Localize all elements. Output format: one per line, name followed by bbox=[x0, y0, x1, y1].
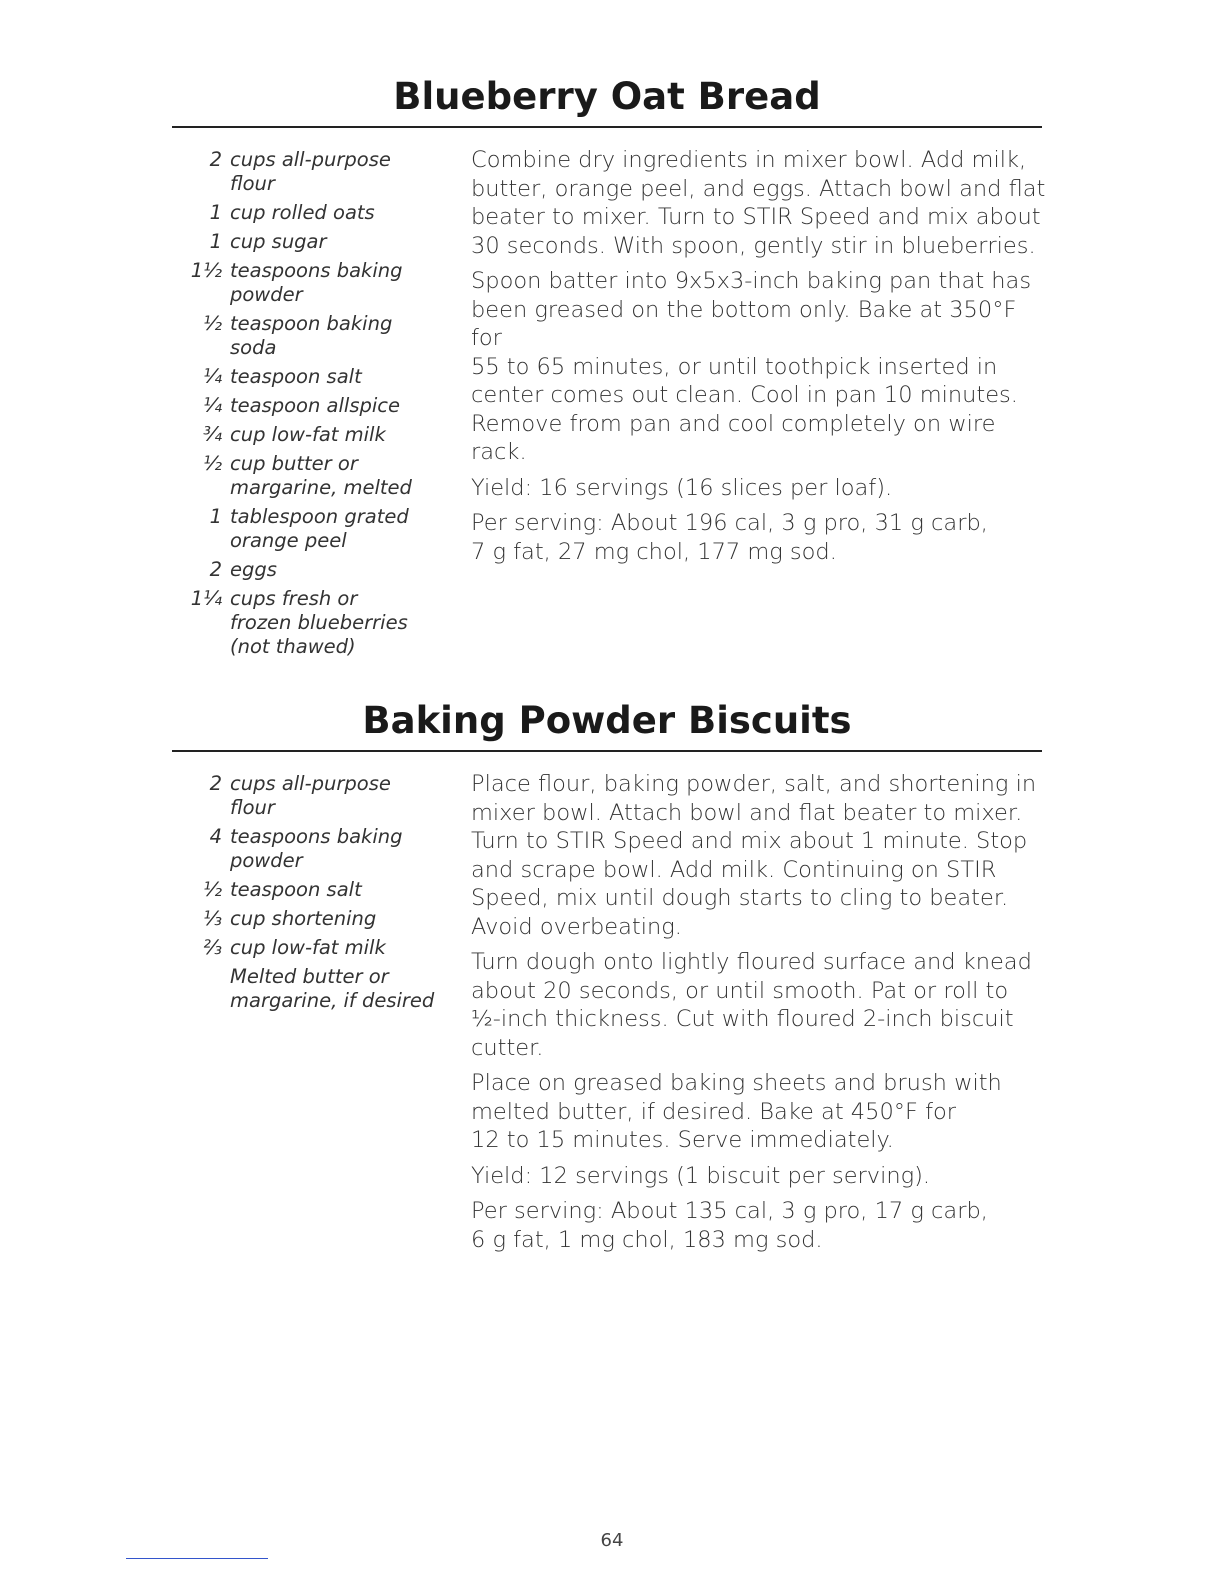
ingredient-text: cup low-fat milk bbox=[230, 423, 386, 446]
ingredient-text: teaspoon salt bbox=[230, 365, 362, 388]
ingredient-item bbox=[172, 452, 442, 500]
method-text bbox=[471, 146, 1051, 573]
ingredient-text: cup butter or margarine, melted bbox=[230, 452, 412, 499]
ingredient-quantity: 1 bbox=[209, 230, 222, 253]
ingredient-text: teaspoons baking powder bbox=[230, 825, 403, 872]
ingredient-text: cups all-purpose flour bbox=[230, 148, 391, 195]
ingredient-text: eggs bbox=[230, 558, 277, 581]
ingredient-quantity: ⅔ bbox=[203, 936, 222, 959]
ingredient-list bbox=[172, 772, 442, 1018]
ingredient-text: cups all-purpose flour bbox=[230, 772, 391, 819]
method-paragraph: Place on greased baking sheets and brush with melted butter, if desired. Bake at 450°F for 12 to 15 minutes. Serve immediately. bbox=[471, 1070, 1002, 1153]
nutrition-text: Per serving: About 196 cal, 3 g pro, 31 g carb, 7 g fat, 27 mg chol, 177 mg sod. bbox=[471, 510, 988, 565]
ingredient-quantity: ½ bbox=[203, 312, 222, 335]
ingredient-item bbox=[172, 772, 442, 820]
ingredient-quantity: 1 bbox=[209, 201, 222, 224]
page-number: 64 bbox=[600, 1530, 624, 1551]
ingredient-item bbox=[172, 558, 442, 582]
recipe-title: Blueberry Oat Bread bbox=[172, 72, 1042, 128]
ingredient-quantity: ½ bbox=[203, 878, 222, 901]
ingredient-item bbox=[172, 878, 442, 902]
method-paragraph: Place flour, baking powder, salt, and shortening in mixer bowl. Attach bowl and flat beater to mixer. Turn to STIR Speed and mix about 1 minute. Stop and scrape bowl. Add milk. Continuing on STIR Speed, mix until dough starts to cling to beater. Avoid overbeating. bbox=[471, 771, 1037, 940]
ingredient-text: teaspoon allspice bbox=[230, 394, 401, 417]
ingredient-item bbox=[172, 505, 442, 553]
ingredient-item bbox=[172, 259, 442, 307]
ingredient-item bbox=[172, 825, 442, 873]
ingredient-text: cup sugar bbox=[230, 230, 327, 253]
recipe-title: Baking Powder Biscuits bbox=[172, 696, 1042, 752]
ingredient-quantity: ¾ bbox=[203, 423, 222, 446]
ingredient-quantity: 1½ bbox=[190, 259, 222, 282]
ingredient-quantity: 2 bbox=[209, 772, 222, 795]
ingredient-text: tablespoon grated orange peel bbox=[230, 505, 409, 552]
ingredient-text: teaspoon salt bbox=[230, 878, 362, 901]
ingredient-item bbox=[172, 365, 442, 389]
ingredient-quantity: 4 bbox=[209, 825, 222, 848]
ingredient-item bbox=[172, 423, 442, 447]
ingredient-item bbox=[172, 312, 442, 360]
ingredient-text: cup rolled oats bbox=[230, 201, 375, 224]
ingredient-quantity bbox=[172, 965, 230, 1013]
recipe-baking-powder-biscuits bbox=[172, 696, 1042, 1253]
ingredient-item bbox=[172, 907, 442, 931]
ingredient-item bbox=[172, 587, 442, 659]
ingredient-text: cups fresh or frozen blueberries (not thawed) bbox=[230, 587, 408, 658]
ingredient-item bbox=[172, 148, 442, 196]
ingredient-quantity: 1 bbox=[209, 505, 222, 528]
method-paragraph: Spoon batter into 9x5x3-inch baking pan that has been greased on the bottom only. Bake at 350°F for 55 to 65 minutes, or until toothpick inserted in center comes out clean. Cool in pan 10 minutes. Remove from pan and cool completely on wire rack. bbox=[471, 268, 1032, 465]
method-text bbox=[471, 770, 1051, 1261]
ingredient-text: teaspoon baking soda bbox=[230, 312, 393, 359]
recipe-blueberry-oat-bread bbox=[172, 72, 1046, 658]
nutrition-text: Per serving: About 135 cal, 3 g pro, 17 g carb, 6 g fat, 1 mg chol, 183 mg sod. bbox=[471, 1198, 988, 1253]
ingredient-item bbox=[172, 230, 442, 254]
yield-text: Yield: 12 servings (1 biscuit per serving). bbox=[471, 1162, 931, 1189]
footer-rule bbox=[126, 1558, 268, 1559]
ingredient-quantity: 2 bbox=[209, 558, 222, 581]
ingredient-text: cup shortening bbox=[230, 907, 377, 930]
ingredient-item bbox=[172, 394, 442, 418]
ingredient-quantity: 2 bbox=[209, 148, 222, 171]
method-paragraph: Turn dough onto lightly floured surface and knead about 20 seconds, or until smooth. Pat or roll to ½-inch thickness. Cut with floured 2-inch biscuit cutter. bbox=[471, 949, 1032, 1061]
ingredient-quantity: ⅓ bbox=[203, 907, 222, 930]
ingredient-list bbox=[172, 148, 442, 664]
method-paragraph: Combine dry ingredients in mixer bowl. Add milk, butter, orange peel, and eggs. Attach bowl and flat beater to mixer. Turn to STIR Speed and mix about 30 seconds. With spoon, gently stir in blueberries. bbox=[471, 147, 1046, 259]
yield-text: Yield: 16 servings (16 slices per loaf). bbox=[471, 474, 893, 501]
ingredient-quantity: ¼ bbox=[203, 365, 222, 388]
ingredient-text: teaspoons baking powder bbox=[230, 259, 403, 306]
ingredient-item bbox=[172, 201, 442, 225]
ingredient-quantity: 1¼ bbox=[190, 587, 222, 610]
ingredient-quantity: ¼ bbox=[203, 394, 222, 417]
ingredient-item bbox=[172, 965, 442, 1013]
ingredient-text: cup low-fat milk bbox=[230, 936, 386, 959]
ingredient-quantity: ½ bbox=[203, 452, 222, 475]
ingredient-item bbox=[172, 936, 442, 960]
ingredient-text: Melted butter or margarine, if desired bbox=[230, 965, 435, 1012]
